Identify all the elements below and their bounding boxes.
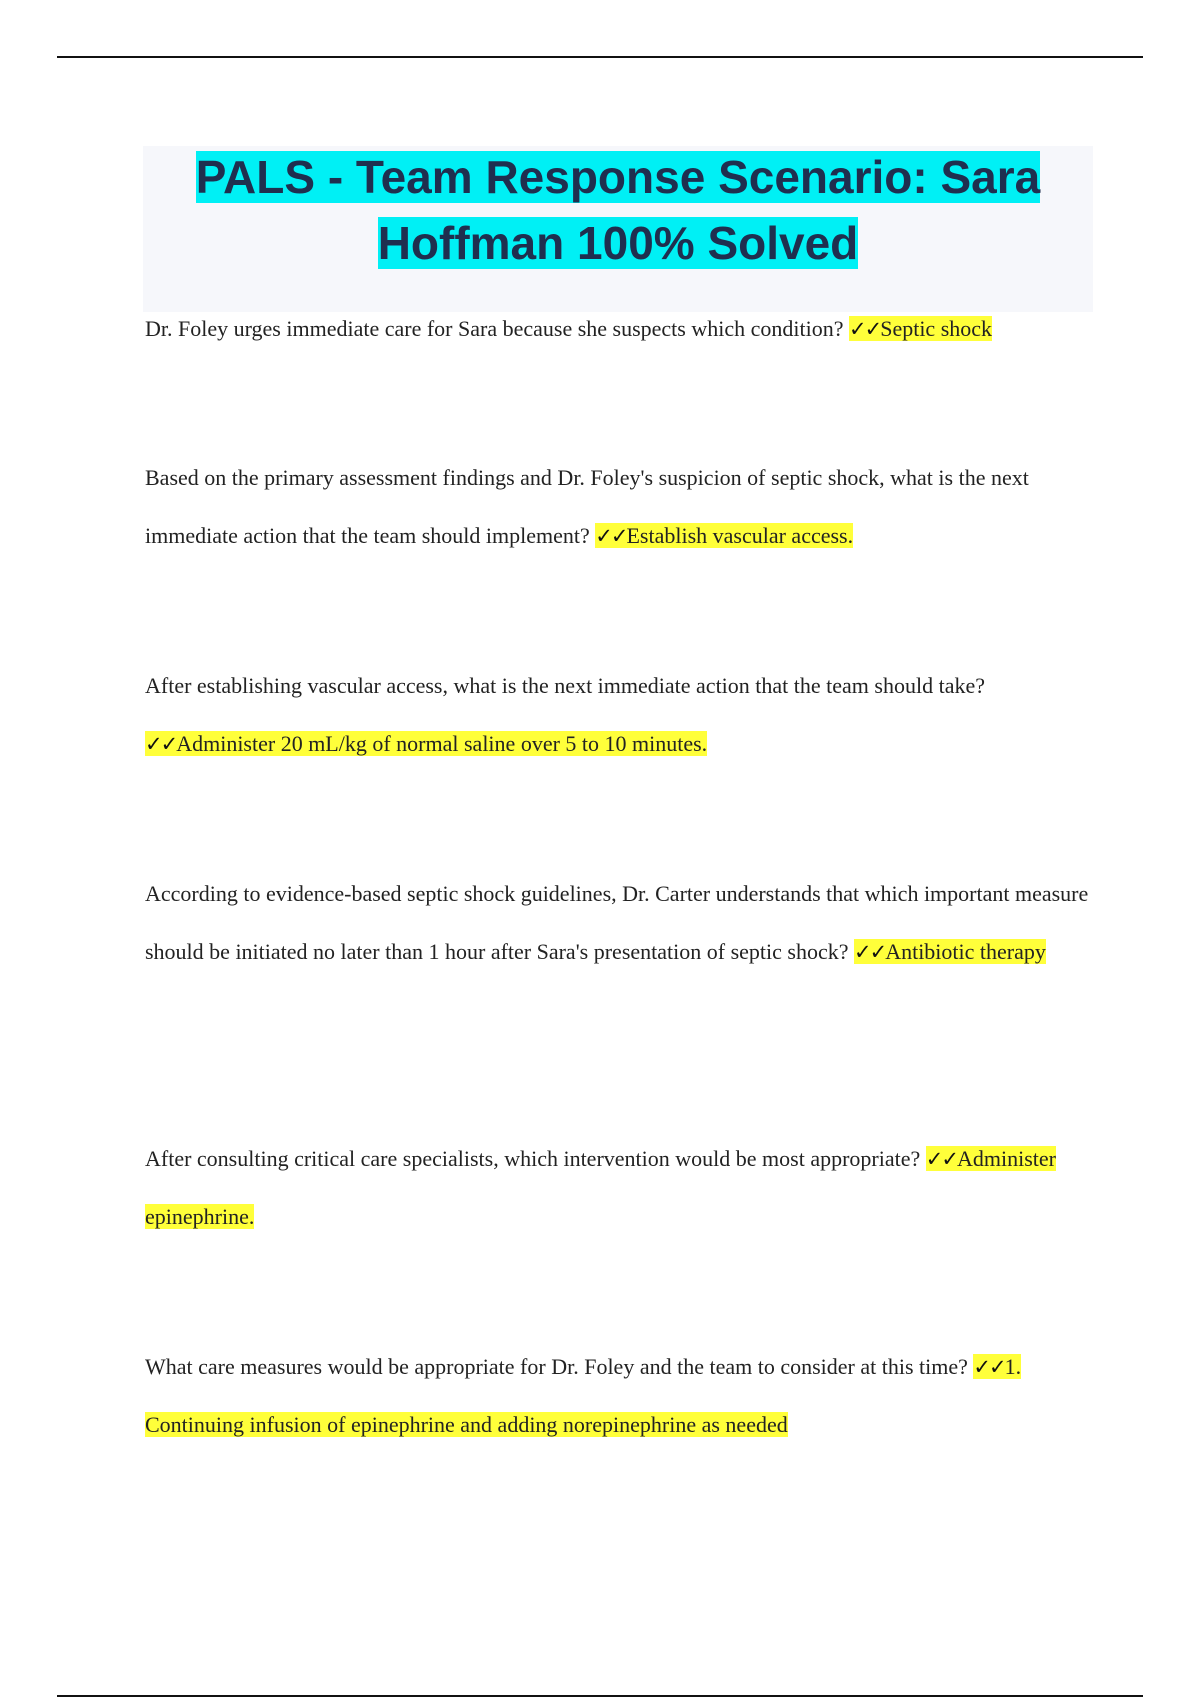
- question-text: After establishing vascular access, what is the next immediate action that the team should take?: [145, 673, 985, 698]
- qa-item-5: [145, 1130, 1105, 1246]
- double-check-icon: ✓✓: [973, 1355, 1005, 1379]
- title-block: [143, 146, 1093, 312]
- answer-highlight: [849, 316, 992, 341]
- qa-item-4: [145, 865, 1105, 981]
- top-rule: [57, 56, 1143, 58]
- answer-highlight: [854, 939, 1046, 964]
- qa-item-2: [145, 449, 1105, 565]
- double-check-icon: ✓✓: [925, 1147, 957, 1171]
- answer-text: 1. Continuing infusion of epinephrine and adding norepinephrine as needed: [145, 1354, 1022, 1437]
- answer-highlight: [595, 523, 853, 548]
- double-check-icon: ✓✓: [853, 940, 886, 964]
- answer-text: Septic shock: [880, 316, 993, 341]
- question-text: Dr. Foley urges immediate care for Sara because she suspects which condition?: [145, 316, 844, 341]
- question-text: After consulting critical care specialists, which intervention would be most appropriate?: [145, 1146, 921, 1171]
- answer-text: Administer epinephrine.: [145, 1146, 1056, 1229]
- qa-item-3: [145, 657, 1105, 773]
- bottom-rule: [57, 1695, 1143, 1697]
- answer-text: Administer 20 mL/kg of normal saline over 5 to 10 minutes.: [176, 731, 708, 756]
- answer-highlight: [145, 731, 707, 756]
- double-check-icon: ✓✓: [849, 317, 881, 341]
- qa-item-6: [145, 1338, 1105, 1454]
- question-text: Based on the primary assessment findings and Dr. Foley's suspicion of septic shock, what is the next immediate action that the team should implement?: [145, 465, 1029, 548]
- question-text: According to evidence-based septic shock guidelines, Dr. Carter understands that which important measure should be initiated no later than 1 hour after Sara's presentation of septic shock?: [145, 881, 1089, 964]
- answer-text: Establish vascular access.: [626, 523, 854, 548]
- page-title: PALS - Team Response Scenario: Sara Hoffman 100% Solved: [195, 151, 1041, 269]
- qa-item-1: [145, 300, 1105, 358]
- answer-text: Antibiotic therapy: [885, 939, 1046, 964]
- question-text: What care measures would be appropriate for Dr. Foley and the team to consider at this time?: [145, 1354, 968, 1379]
- double-check-icon: ✓✓: [145, 732, 177, 756]
- double-check-icon: ✓✓: [595, 524, 627, 548]
